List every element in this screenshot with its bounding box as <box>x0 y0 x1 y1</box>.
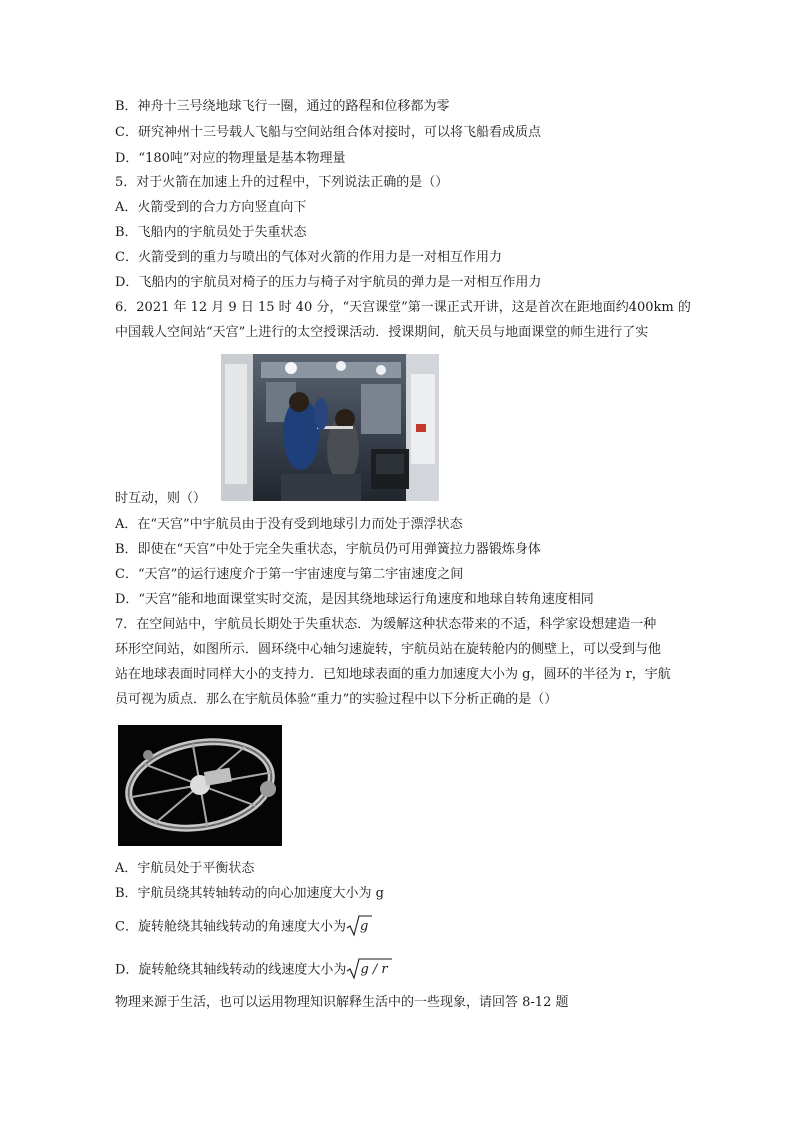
q6-stem-line-3: 时互动，则（） <box>115 491 207 506</box>
q4-option-d: D．“180吨”对应的物理量是基本物理量 <box>115 151 346 166</box>
q6-option-b: B．即使在“天宫”中处于完全失重状态，宇航员仍可用弹簧拉力器锻炼身体 <box>115 542 541 557</box>
q7-stem-line-2: 环形空间站，如图所示．圆环绕中心轴匀速旋转，宇航员站在旋转舱内的侧壁上，可以受到与他 <box>115 642 662 657</box>
ring-space-station-image <box>118 725 282 846</box>
section-intro: 物理来源于生活，也可以运用物理知识解释生活中的一些现象，请回答 8-12 题 <box>115 995 569 1010</box>
q7-option-a: A．宇航员处于平衡状态 <box>115 861 255 876</box>
q4-option-c: C．研究神州十三号载人飞船与空间站组合体对接时，可以将飞船看成质点 <box>115 125 541 140</box>
tiangong-classroom-photo <box>221 354 439 501</box>
q4-option-b: B．神舟十三号绕地球飞行一圈，通过的路程和位移都为零 <box>115 99 450 114</box>
q7-stem-line-1: 7．在空间站中，宇航员长期处于失重状态．为缓解这种状态带来的不适，科学家设想建造一种 <box>115 617 657 632</box>
q6-option-a: A．在“天宫”中宇航员由于没有受到地球引力而处于漂浮状态 <box>115 517 463 532</box>
q6-option-d: D．“天宫”能和地面课堂实时交流，是因其绕地球运行角速度和地球自转角速度相同 <box>115 592 594 607</box>
q7-option-d-text: D．旋转舱绕其轴线转动的线速度大小为 <box>115 962 347 978</box>
q7-option-d-math: g / r <box>360 962 388 977</box>
q6-option-c: C．“天宫”的运行速度介于第一宇宙速度与第二宇宙速度之间 <box>115 567 464 582</box>
sqrt-symbol <box>346 918 368 936</box>
q5-option-c: C．火箭受到的重力与喷出的气体对火箭的作用力是一对相互作用力 <box>115 250 502 265</box>
q7-option-b: B．宇航员绕其转轴转动的向心加速度大小为 g <box>115 886 385 901</box>
q7-option-c-math: g <box>359 919 369 934</box>
q7-stem-line-3: 站在地球表面时同样大小的支持力．已知地球表面的重力加速度大小为 g，圆环的半径为 r，宇航 <box>115 667 671 682</box>
q5-option-b: B．飞船内的宇航员处于失重状态 <box>115 225 307 240</box>
q5-option-a: A．火箭受到的合力方向竖直向下 <box>115 200 307 215</box>
sqrt-symbol <box>346 961 387 979</box>
q6-stem-line-2: 中国载人空间站“天宫”上进行的太空授课活动．授课期间，航天员与地面课堂的师生进行了实 <box>115 325 649 340</box>
q5-option-d: D．飞船内的宇航员对椅子的压力与椅子对宇航员的弹力是一对相互作用力 <box>115 275 542 290</box>
q5-stem: 5．对于火箭在加速上升的过程中，下列说法正确的是（） <box>115 175 449 190</box>
q7-option-c <box>115 918 368 937</box>
q7-stem-line-4: 员可视为质点．那么在宇航员体验“重力”的实验过程中以下分析正确的是（） <box>115 692 558 707</box>
q7-option-d <box>115 961 388 980</box>
q6-stem-line-1: 6．2021 年 12 月 9 日 15 时 40 分，“天宫课堂”第一课正式开讲，这是首次在距地面约400km 的 <box>115 300 691 315</box>
q7-option-c-text: C．旋转舱绕其轴线转动的角速度大小为 <box>115 919 346 935</box>
